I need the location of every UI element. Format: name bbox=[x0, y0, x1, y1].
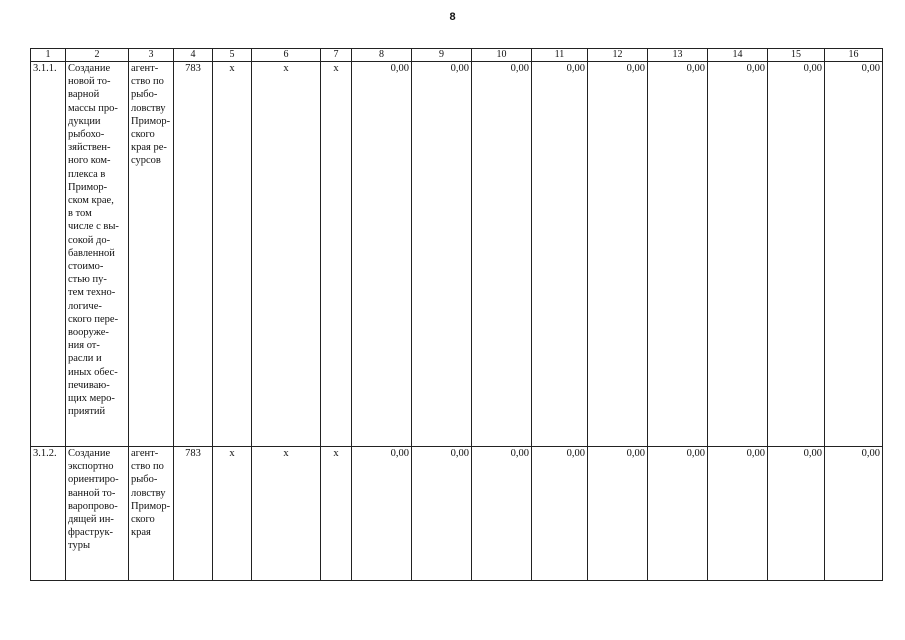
cell-text-line: края ре- bbox=[131, 142, 167, 154]
row-executor bbox=[129, 62, 174, 447]
cell-text-line: ского пере- bbox=[68, 313, 119, 325]
row-value: 0,00 bbox=[472, 62, 532, 447]
cell-text-line: ния от- bbox=[68, 340, 100, 352]
header-cell: 9 bbox=[412, 49, 472, 62]
cell-text-line: агент- bbox=[131, 63, 159, 74]
row-name bbox=[66, 62, 129, 447]
cell-text-line: ловству bbox=[131, 487, 166, 499]
row-mark: x bbox=[213, 447, 252, 581]
cell-text-line: ство по bbox=[131, 76, 164, 88]
row-value: 0,00 bbox=[532, 447, 588, 581]
header-cell: 13 bbox=[648, 49, 708, 62]
row-value: 0,00 bbox=[352, 62, 412, 447]
cell-text-line: Создание bbox=[68, 63, 111, 74]
cell-text-line: дукции bbox=[68, 115, 101, 127]
row-value: 0,00 bbox=[708, 447, 768, 581]
header-cell: 12 bbox=[588, 49, 648, 62]
cell-text-line: массы про- bbox=[68, 102, 118, 114]
cell-text-line: края bbox=[131, 527, 151, 539]
row-value: 0,00 bbox=[588, 62, 648, 447]
row-value: 0,00 bbox=[768, 62, 825, 447]
row-value: 0,00 bbox=[708, 62, 768, 447]
row-value: 0,00 bbox=[648, 62, 708, 447]
cell-text-line: сурсов bbox=[131, 155, 161, 167]
row-code-783: 783 bbox=[174, 62, 213, 447]
header-cell: 11 bbox=[532, 49, 588, 62]
header-cell: 7 bbox=[321, 49, 352, 62]
row-mark: x bbox=[213, 62, 252, 447]
cell-text-line: ванной то- bbox=[68, 487, 116, 499]
cell-text-line: печиваю- bbox=[68, 379, 110, 391]
cell-text-line: ском крае, bbox=[68, 195, 114, 207]
header-cell: 4 bbox=[174, 49, 213, 62]
row-mark: x bbox=[252, 62, 321, 447]
header-row bbox=[31, 49, 883, 62]
cell-text-line: рыбо- bbox=[131, 474, 158, 486]
cell-text-line: фраструк- bbox=[68, 527, 114, 539]
cell-text-line: экспортно bbox=[68, 461, 114, 473]
cell-text-line: бавленной bbox=[68, 247, 115, 259]
cell-text-line: расли и bbox=[68, 353, 102, 365]
cell-text-line: ство по bbox=[131, 461, 164, 473]
header-cell: 1 bbox=[31, 49, 66, 62]
cell-text-line: Примор- bbox=[131, 115, 171, 127]
budget-table bbox=[30, 48, 883, 581]
cell-text-line: сокой до- bbox=[68, 234, 111, 246]
row-executor bbox=[129, 447, 174, 581]
cell-text-line: щих меро- bbox=[68, 393, 115, 405]
header-cell: 3 bbox=[129, 49, 174, 62]
row-code: 3.1.2. bbox=[31, 447, 66, 581]
row-value: 0,00 bbox=[412, 447, 472, 581]
cell-text-line: ского bbox=[131, 514, 155, 526]
row-value: 0,00 bbox=[412, 62, 472, 447]
cell-text-line: Создание bbox=[68, 448, 111, 459]
cell-text-line: иных обес- bbox=[68, 366, 118, 378]
cell-text-line: приятий bbox=[68, 406, 106, 418]
cell-text-line: варопрово- bbox=[68, 500, 118, 512]
cell-text-line: рыбохо- bbox=[68, 129, 105, 141]
row-code-783: 783 bbox=[174, 447, 213, 581]
row-mark: x bbox=[321, 447, 352, 581]
cell-text-line: ского bbox=[131, 129, 155, 141]
cell-text-line: рыбо- bbox=[131, 89, 158, 101]
cell-text-line: стью пу- bbox=[68, 274, 107, 286]
cell-text-line: вооруже- bbox=[68, 327, 109, 339]
cell-text-line: варной bbox=[68, 89, 100, 101]
header-cell: 15 bbox=[768, 49, 825, 62]
cell-text-line: ного ком- bbox=[68, 155, 111, 167]
row-value: 0,00 bbox=[352, 447, 412, 581]
cell-text-line: туры bbox=[68, 540, 91, 552]
header-cell: 6 bbox=[252, 49, 321, 62]
header-cell: 10 bbox=[472, 49, 532, 62]
cell-text-line: зяйствен- bbox=[68, 142, 111, 154]
cell-text-line: агент- bbox=[131, 448, 159, 459]
page-number: 8 bbox=[449, 11, 456, 23]
row-value: 0,00 bbox=[588, 447, 648, 581]
cell-text-line: Примор- bbox=[131, 500, 171, 512]
row-value: 0,00 bbox=[532, 62, 588, 447]
cell-text-line: новой то- bbox=[68, 76, 111, 88]
header-cell: 2 bbox=[66, 49, 129, 62]
row-value: 0,00 bbox=[825, 447, 883, 581]
cell-text-line: в том bbox=[68, 208, 92, 220]
row-mark: x bbox=[252, 447, 321, 581]
cell-text-line: Примор- bbox=[68, 181, 108, 193]
row-value: 0,00 bbox=[472, 447, 532, 581]
cell-text-line: ориентиро- bbox=[68, 474, 119, 486]
row-name bbox=[66, 447, 129, 581]
row-value: 0,00 bbox=[768, 447, 825, 581]
row-value: 0,00 bbox=[648, 447, 708, 581]
cell-text-line: дящей ин- bbox=[68, 514, 114, 526]
cell-text-line: ловству bbox=[131, 102, 166, 114]
table-row bbox=[31, 447, 883, 581]
cell-text-line: плекса в bbox=[68, 168, 106, 180]
row-code: 3.1.1. bbox=[31, 62, 66, 447]
row-mark: x bbox=[321, 62, 352, 447]
row-value: 0,00 bbox=[825, 62, 883, 447]
header-cell: 5 bbox=[213, 49, 252, 62]
header-cell: 16 bbox=[825, 49, 883, 62]
cell-text-line: числе с вы- bbox=[68, 221, 119, 233]
header-cell: 8 bbox=[352, 49, 412, 62]
cell-text-line: тем техно- bbox=[68, 287, 116, 299]
table-row bbox=[31, 62, 883, 447]
header-cell: 14 bbox=[708, 49, 768, 62]
cell-text-line: стоимо- bbox=[68, 261, 104, 273]
cell-text-line: логиче- bbox=[68, 300, 102, 312]
